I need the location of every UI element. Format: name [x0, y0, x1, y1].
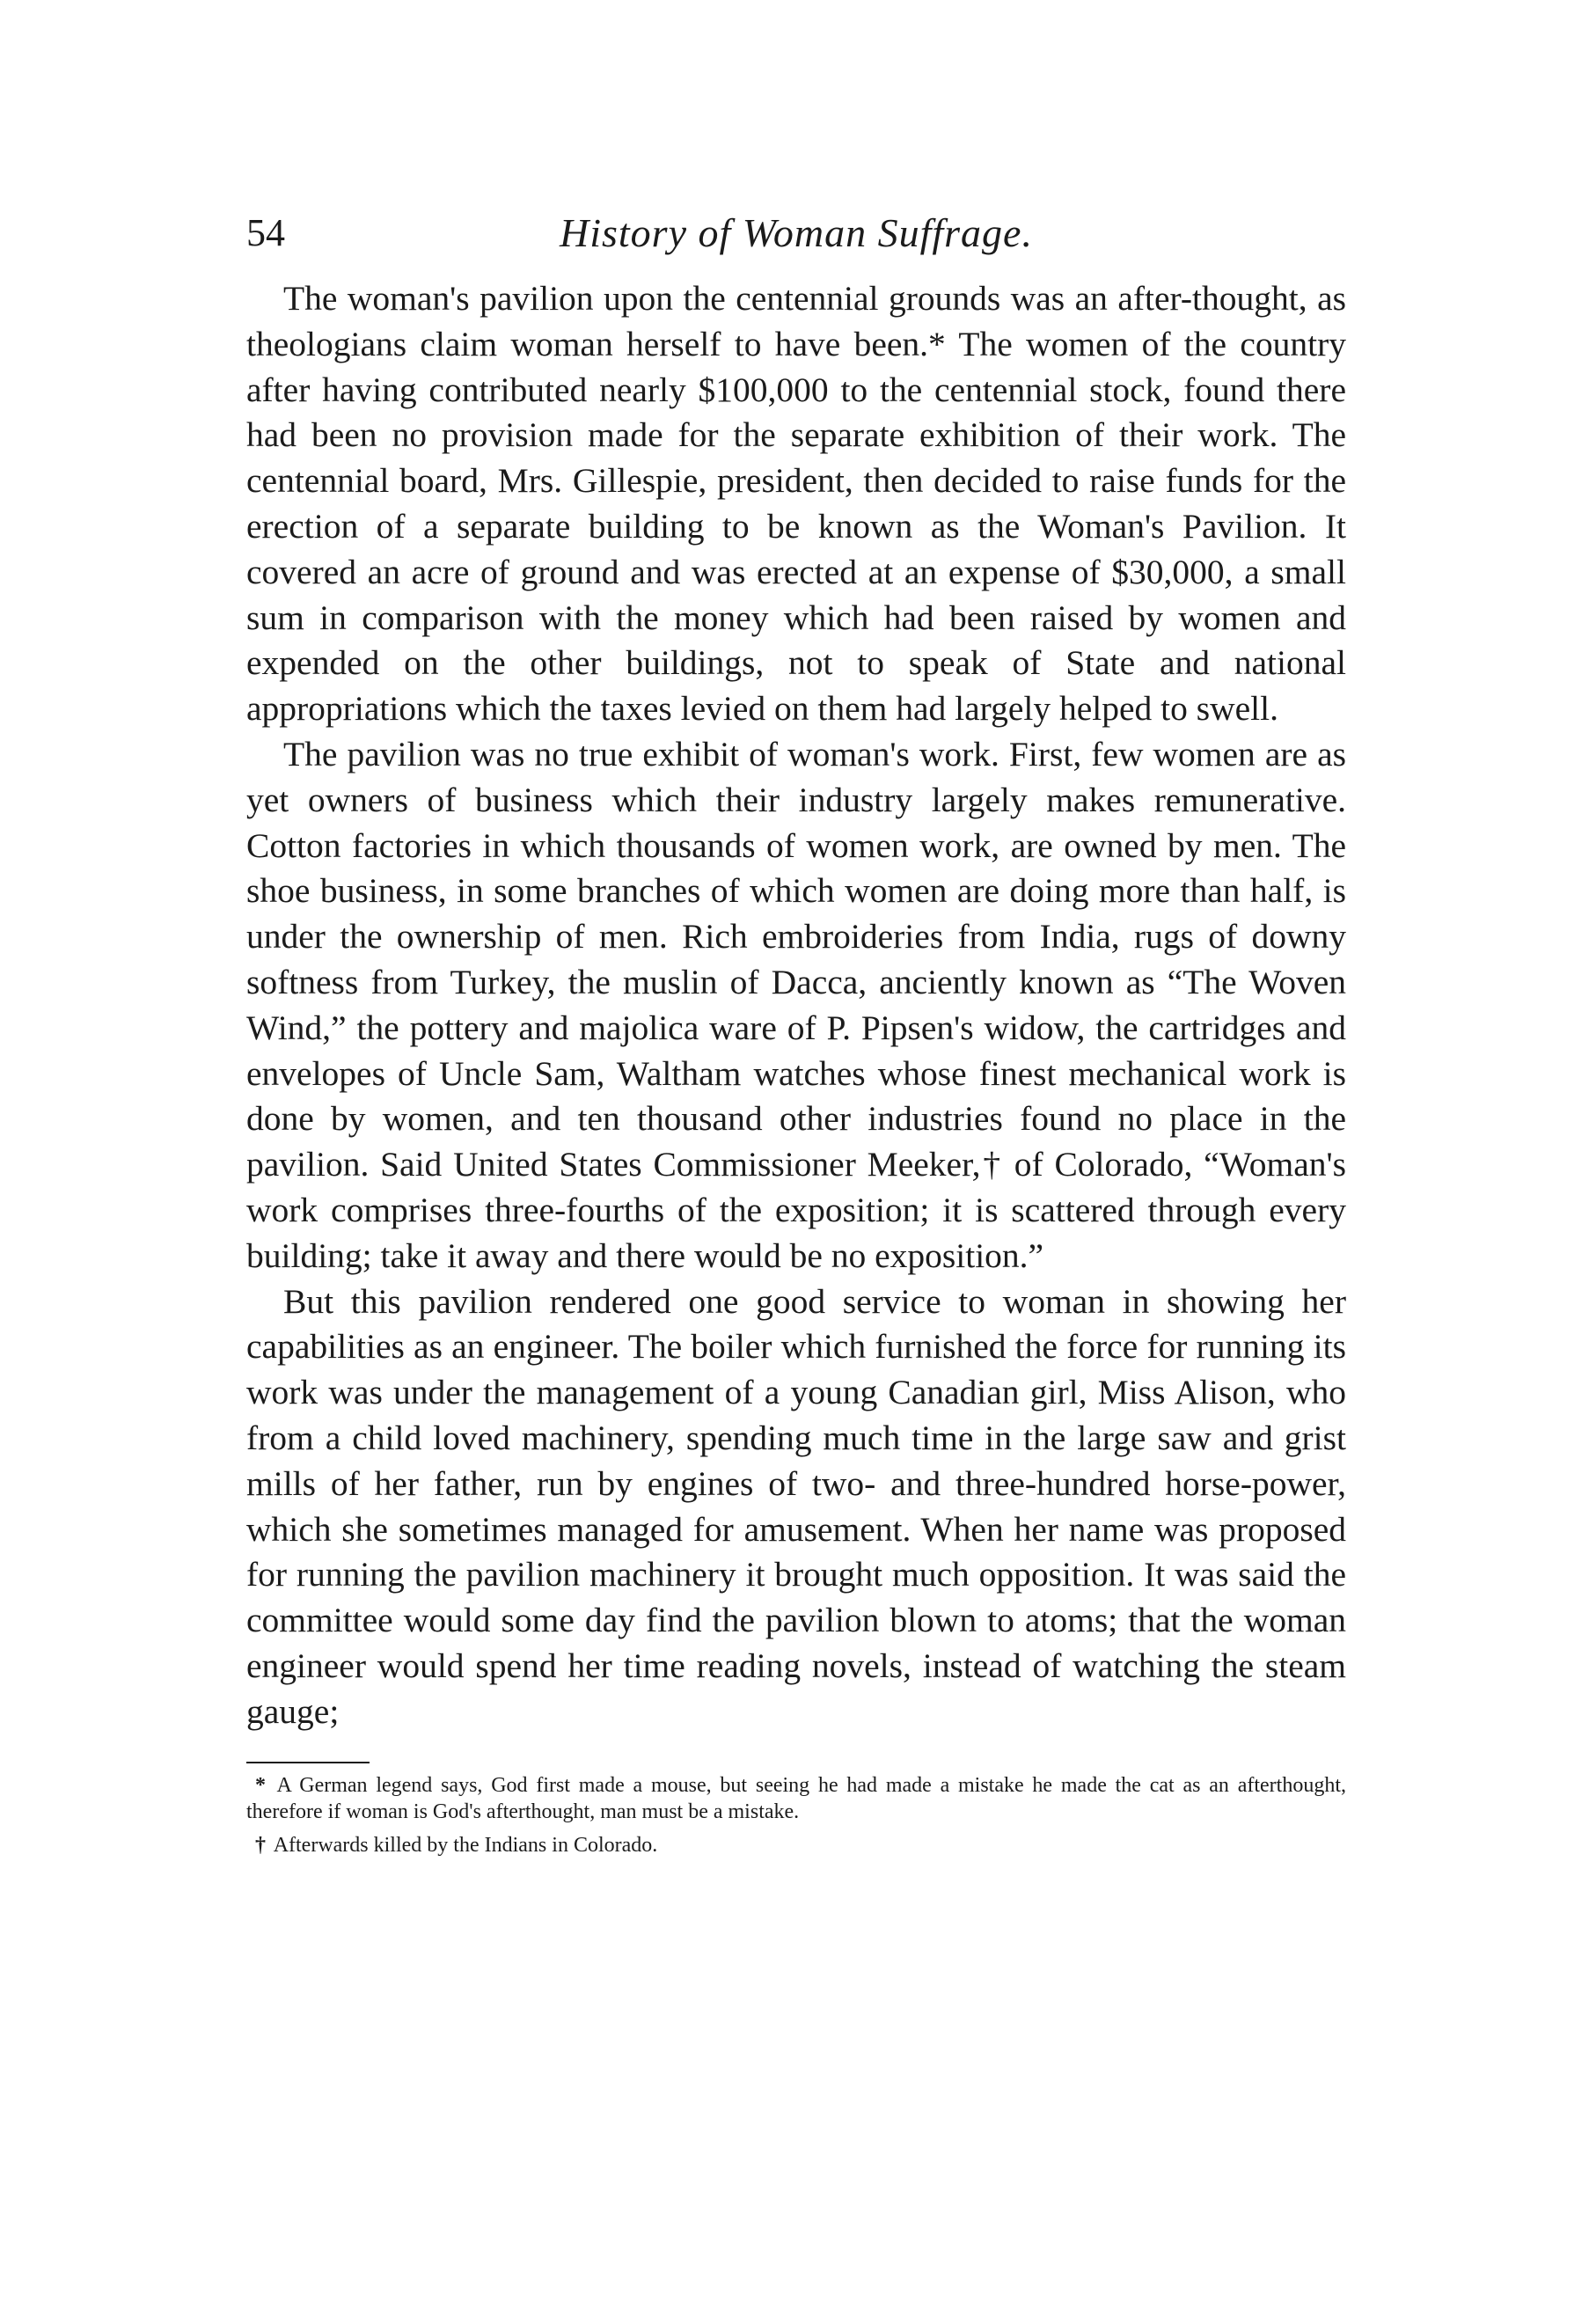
footnote-text: Afterwards killed by the Indians in Colorado.	[273, 1833, 658, 1857]
page-header	[246, 202, 1346, 264]
footnote-text: A German legend says, God first made a mouse, but seeing he had made a mistake he made the cat as an afterthought, therefore if woman is God's afterthought, man must be a mistake.	[246, 1773, 1346, 1823]
footnote-marker: †	[255, 1833, 266, 1857]
body-text	[246, 276, 1346, 1735]
footnotes	[246, 1772, 1346, 1858]
paragraph: But this pavilion rendered one good service to woman in showing her capabilities as an engineer. The boiler which furnished the force for running its work was under the management of a young Canadian girl, Miss Alison, who from a child loved machinery, spending much time in the large saw and grist mills of her father, run by engines of two- and three-hundred horse-power, which she sometimes managed for amusement. When her name was proposed for running the pavilion machinery it brought much opposition. It was said the committee would some day find the pavilion blown to atoms; that the woman engineer would spend her time reading novels, instead of watching the steam gauge;	[246, 1281, 1346, 1731]
footnote	[246, 1832, 1346, 1858]
paragraph: The woman's pavilion upon the centennial grounds was an after-thought, as theologians claim woman herself to have been.* The women of the country after having contributed nearly $100,000 to the centennial stock, found there had been no provision made for the separate exhibition of their work. The centennial board, Mrs. Gillespie, president, then decided to raise funds for the erection of a separate building to be known as the Woman's Pavilion. It covered an acre of ground and was erected at an expense of $30,000, a small sum in comparison with the money which had been raised by women and expended on the other buildings, not to speak of State and national appropriations which the taxes levied on them had largely helped to swell.	[246, 279, 1346, 729]
paragraph: The pavilion was no true exhibit of woman's work. First, few women are as yet owners of business which their industry largely makes remunerative. Cotton factories in which thousands of women work, are owned by men. The shoe business, in some branches of which women are doing more than half, is under the ownership of men. Rich embroideries from India, rugs of downy softness from Turkey, the muslin of Dacca, anciently known as “The Woven Wind,” the pottery and majolica ware of P. Pipsen's widow, the cartridges and envelopes of Uncle Sam, Waltham watches whose finest mechanical work is done by women, and ten thousand other industries found no place in the pavilion. Said United States Commissioner Meeker,† of Colorado, “Woman's work comprises three-fourths of the exposition; it is scattered through every building; take it away and there would be no exposition.”	[246, 734, 1346, 1275]
footnote	[246, 1772, 1346, 1825]
footnote-marker: *	[255, 1773, 266, 1797]
footnote-divider	[246, 1762, 370, 1763]
book-page	[246, 202, 1346, 1866]
page-number: 54	[246, 211, 285, 254]
running-title: History of Woman Suffrage.	[560, 210, 1033, 255]
